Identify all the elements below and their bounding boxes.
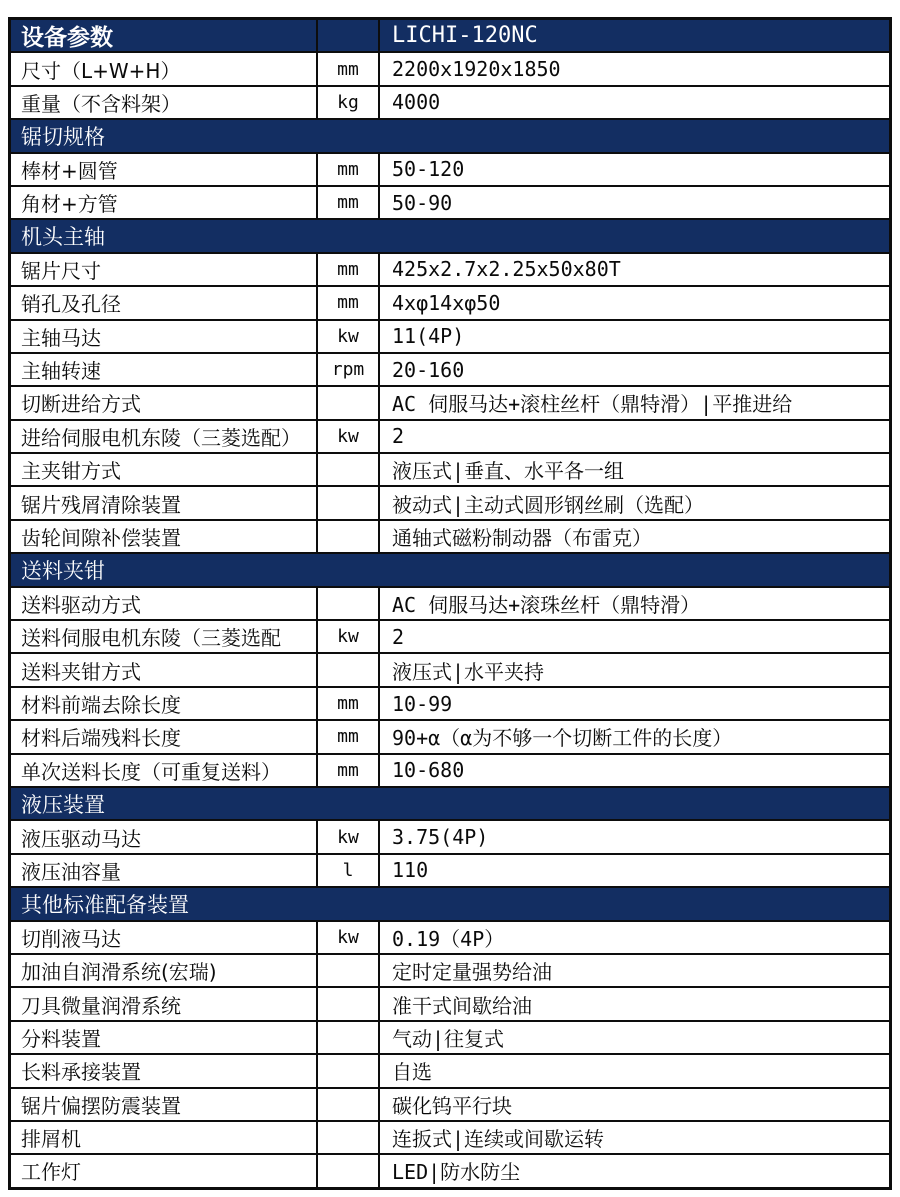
param-label: 重量（不含料架） [21,91,181,116]
param-value: 通轴式磁粉制动器（布雷克） [392,526,652,551]
table-row [11,719,889,752]
param-unit [316,588,380,619]
param-value: 50-90 [392,190,453,215]
table-row [11,1053,889,1086]
param-label: 排屑机 [21,1127,81,1152]
param-unit: mm [316,254,380,285]
param-value: 10-99 [392,691,453,716]
param-label: 材料后端残料长度 [21,726,181,751]
param-label: 锯片偏摆防震装置 [21,1093,181,1118]
section-header-row [11,118,889,151]
param-label: 单次送料长度（可重复送料） [21,759,281,784]
param-label: 切削液马达 [21,926,121,951]
param-unit: rpm [316,354,380,385]
param-value: 90+α（α为不够一个切断工件的长度） [392,726,733,751]
table-row [11,986,889,1019]
param-value: AC 伺服马达+滚柱丝杆（鼎特滑）|平推进给 [392,392,793,417]
table-row [11,152,889,185]
param-label: 材料前端去除长度 [21,693,181,717]
param-label: 液压油容量 [21,859,121,884]
param-unit: mm [316,721,380,752]
param-label: 锯片尺寸 [21,258,101,283]
param-label: 送料夹钳方式 [21,659,141,684]
param-unit: kw [316,321,380,352]
param-label: 加油自润滑系统(宏瑞) [21,960,217,985]
table-row [11,352,889,385]
section-header-row [11,786,889,819]
param-label: 刀具微量润滑系统 [21,993,181,1018]
param-label: 销孔及孔径 [21,292,121,317]
param-label: 分料装置 [21,1026,101,1051]
param-unit [316,487,380,518]
param-label: 锯片残屑清除装置 [21,492,181,517]
table-row [11,853,889,886]
param-value: 11(4P) [392,324,465,349]
param-label: 进给伺服电机东陵（三菱选配） [21,425,301,450]
param-label: 切断进给方式 [21,392,141,417]
section-header-row [11,218,889,251]
param-value: 准干式间歇给油 [392,993,532,1018]
param-unit: kw [316,821,380,852]
param-value: 4000 [392,90,441,115]
param-label: 棒材+圆管 [21,158,118,183]
param-value: 液压式|垂直、水平各一组 [392,459,625,484]
param-value: 2200x1920x1850 [392,57,561,82]
table-row [11,619,889,652]
param-value: 被动式|主动式圆形钢丝刷（选配） [392,492,705,517]
table-row [11,385,889,418]
table-row [11,920,889,953]
param-label: 主夹钳方式 [21,459,121,484]
param-value: 液压式|水平夹持 [392,659,545,684]
param-unit: mm [316,287,380,318]
table-row [11,953,889,986]
table-row [11,686,889,719]
param-unit: mm [316,187,380,218]
table-row [11,1020,889,1053]
param-unit [316,654,380,685]
param-value: LED|防水防尘 [392,1160,521,1185]
table-row [11,1087,889,1120]
param-value: 10-680 [392,758,465,783]
table-row [11,1153,889,1186]
section-title: 液压装置 [21,792,105,817]
param-value: 0.19（4P） [392,926,505,951]
param-value: 20-160 [392,357,465,382]
param-value: AC 伺服马达+滚珠丝杆（鼎特滑） [392,592,701,617]
table-row [11,586,889,619]
param-label: 角材+方管 [21,192,118,217]
param-label: 主轴转速 [21,359,101,384]
spec-table [8,17,892,1190]
section-header-row [11,552,889,585]
param-unit [316,387,380,418]
param-value: 425x2.7x2.25x50x80T [392,257,621,282]
table-row [11,252,889,285]
param-unit [316,1155,380,1186]
param-value: 连扳式|连续或间歇运转 [392,1127,605,1152]
param-value: 110 [392,858,429,883]
param-unit [316,1089,380,1120]
table-row [11,319,889,352]
section-header-row [11,886,889,919]
table-row [11,753,889,786]
param-value: 自选 [392,1060,432,1085]
param-value: 50-120 [392,157,465,182]
param-unit [316,521,380,552]
param-unit: kg [316,87,380,118]
param-label: 主轴马达 [21,325,101,350]
table-row [11,85,889,118]
param-unit [316,1055,380,1086]
param-unit [316,988,380,1019]
param-unit [316,454,380,485]
param-label: 长料承接装置 [21,1060,141,1085]
param-unit: kw [316,922,380,953]
table-row [11,652,889,685]
param-value: 2 [392,624,405,649]
table-row [11,185,889,218]
table-row [11,419,889,452]
section-title: 锯切规格 [21,124,105,149]
param-label: 工作灯 [21,1160,81,1185]
table-row [11,452,889,485]
section-title: 送料夹钳 [21,558,105,583]
param-unit: kw [316,421,380,452]
param-unit [316,1022,380,1053]
table-header-row [11,20,889,51]
param-unit: mm [316,688,380,719]
param-label: 齿轮间隙补偿装置 [21,526,181,551]
param-label: 送料驱动方式 [21,592,141,617]
table-row [11,1120,889,1153]
table-row [11,285,889,318]
param-unit: mm [316,154,380,185]
param-unit [316,955,380,986]
param-label: 送料伺服电机东陵（三菱选配 [21,626,281,651]
param-label: 液压驱动马达 [21,826,141,851]
table-row [11,485,889,518]
param-unit: mm [316,755,380,786]
param-value: 气动|往复式 [392,1026,505,1051]
model-name: LICHI-120NC [392,23,538,49]
section-title: 其他标准配备装置 [21,892,189,917]
param-unit: l [316,855,380,886]
param-unit: mm [316,53,380,84]
param-value: 3.75(4P) [392,825,489,850]
table-row [11,51,889,84]
param-value: 碳化钨平行块 [392,1093,512,1118]
table-title: 设备参数 [21,25,113,52]
header-unit-cell [316,20,380,51]
param-value: 定时定量强势给油 [392,960,552,985]
param-value: 4xφ14xφ50 [392,290,501,315]
param-unit [316,1122,380,1153]
param-value: 2 [392,424,405,449]
table-row [11,519,889,552]
param-unit: kw [316,621,380,652]
table-row [11,819,889,852]
section-title: 机头主轴 [21,225,105,250]
param-label: 尺寸（L+W+H） [21,58,181,83]
